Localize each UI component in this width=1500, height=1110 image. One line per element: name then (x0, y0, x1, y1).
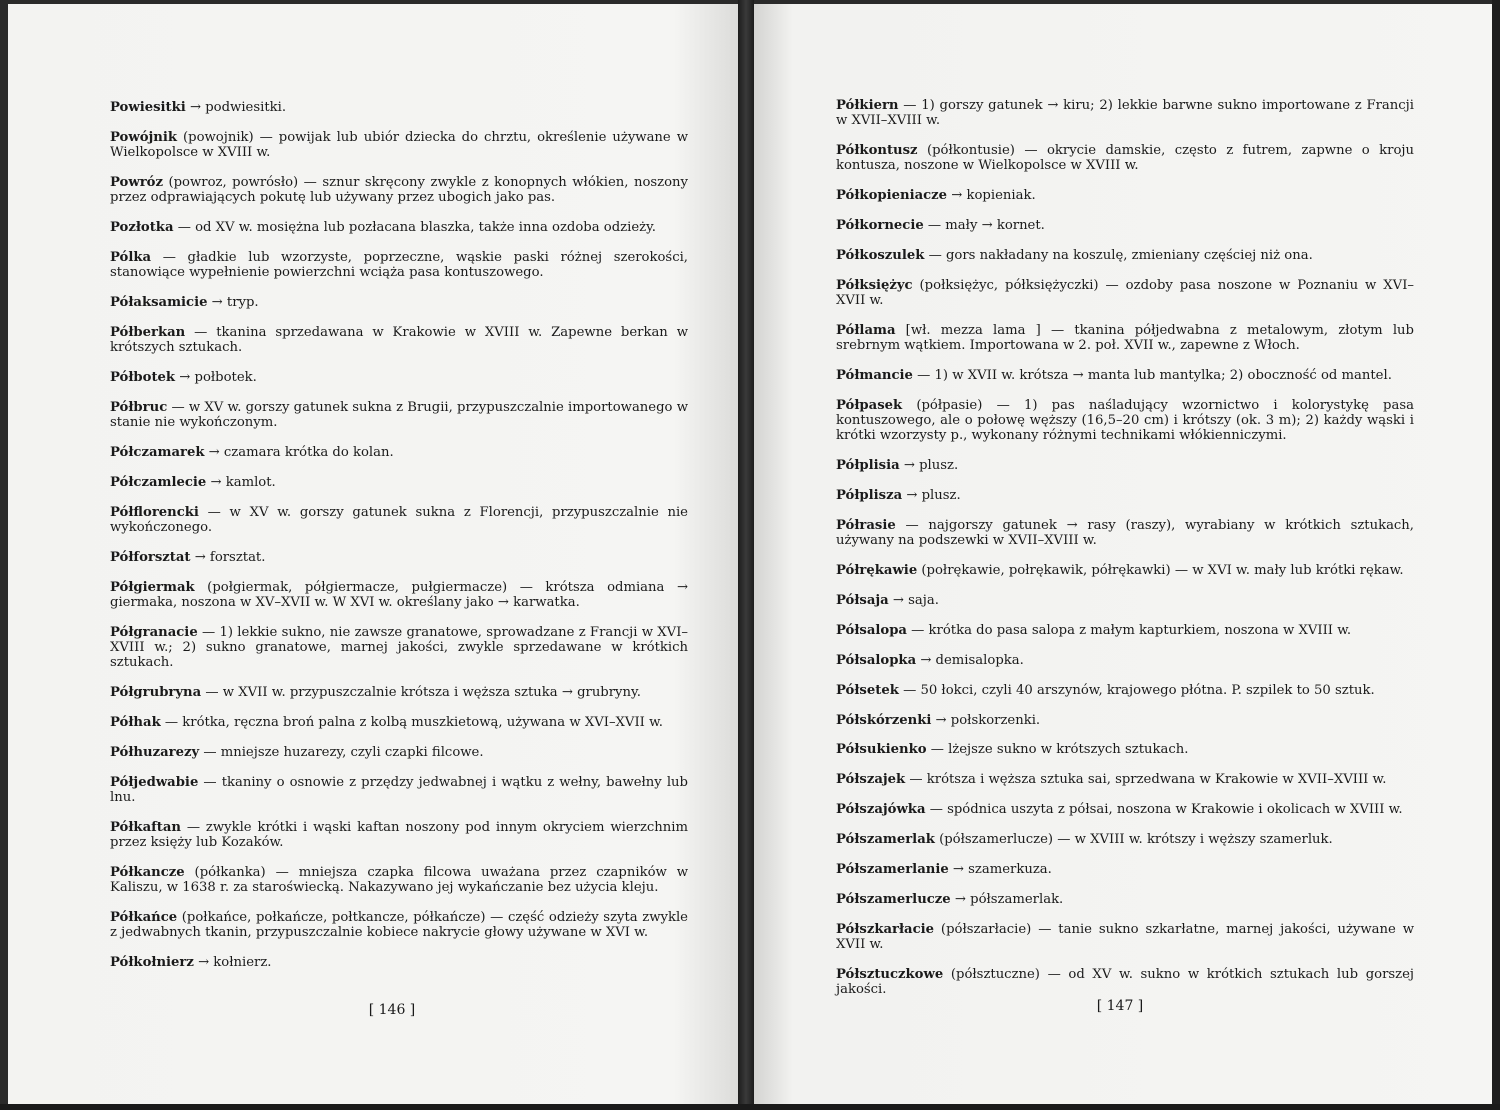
entry-term: Półmancie (836, 368, 913, 384)
entry-term: Półrękawie (836, 563, 918, 579)
dictionary-entry (110, 910, 688, 940)
entry-definition: — 1) lekkie sukno, nie zawsze granatowe, sprowadzane z Francji w XVI–XVIII w.; 2) sukno granatowe, marnej jakości, zwykle sprzedawane w krótkich sztukach. (110, 624, 688, 671)
dictionary-entry (836, 862, 1414, 877)
dictionary-entry (836, 518, 1414, 548)
entry-term: Półszkarłacie (836, 921, 935, 937)
entry-definition: — tkanina sprzedawana w Krakowie w XVIII w. Zapewne berkan w krótszych sztukach. (110, 324, 688, 356)
dictionary-entry (110, 550, 688, 565)
entry-term: Półkańce (110, 910, 178, 926)
dictionary-entry (836, 742, 1414, 757)
entry-definition: — mniejsze huzarezy, czyli czapki filcowe. (199, 744, 484, 760)
entry-definition: (półkanka) — mniejsza czapka filcowa uważana przez czapników w Kaliszu, w 1638 r. za staroświecką. Nakazywano jej wykańczanie bez użycia kleju. (110, 865, 688, 896)
entry-definition: (połksiężyc, półksiężyczki) — ozdoby pasa noszone w Poznaniu w XVI–XVII w. (836, 277, 1414, 309)
entry-definition: — w XVII w. przypuszczalnie krótsza i węższa sztuka → grubryny. (201, 685, 641, 701)
entry-definition: (półszarłacie) — tanie sukno szkarłatne, marnej jakości, używane w XVII w. (836, 921, 1414, 952)
dictionary-entry (110, 625, 688, 671)
dictionary-entry (836, 623, 1414, 638)
dictionary-entry (836, 593, 1414, 608)
entry-term: Półsalopka (836, 652, 917, 668)
entry-term: Półhak (110, 715, 161, 731)
entry-term: Półkaftan (110, 819, 182, 835)
dictionary-entry (836, 188, 1414, 203)
entry-definition: (powojnik) — powijak lub ubiór dziecka do chrztu, określenie używane w Wielkopolsce w XVIII w. (110, 129, 688, 161)
entry-term: Półkiern (836, 98, 899, 113)
dictionary-entry (836, 802, 1414, 817)
entry-term: Pólka (110, 249, 152, 265)
dictionary-entry (836, 218, 1414, 233)
entry-definition: → kamlot. (206, 474, 276, 490)
dictionary-entry (836, 488, 1414, 503)
book-gutter (738, 0, 754, 1110)
entry-definition: — krótsza i węższa sztuka sai, sprzedwana w Krakowie w XVII–XVIII w. (905, 772, 1387, 788)
entry-term: Półplisia (836, 458, 900, 474)
entry-term: Półgranacie (110, 624, 198, 640)
dictionary-entry (110, 370, 688, 385)
entry-definition: → półszamerlak. (950, 891, 1064, 907)
left-page-column (110, 100, 688, 985)
entry-definition: (połgiermak, półgiermacze, pułgiermacze) — krótsza odmiana → giermaka, noszona w XV–XVII w. W XVI w. określany jako → karwatka. (110, 579, 688, 610)
left-page (8, 4, 748, 1104)
entry-term: Powiesitki (110, 100, 186, 115)
entry-definition: (połrękawie, połrękawik, półrękawki) — w XVI w. mały lub krótki rękaw. (917, 563, 1404, 579)
dictionary-entry (110, 220, 688, 235)
entry-term: Półbruc (110, 399, 168, 415)
entry-definition: — gładkie lub wzorzyste, poprzeczne, wąskie paski różnej szerokości, stanowiące wypełnienie powierzchni wciąża pasa kontuszowego. (110, 249, 688, 281)
entry-definition: → podwiesitki. (185, 100, 287, 115)
entry-term: Półkornecie (836, 218, 924, 234)
entry-definition: → czamara krótka do kolan. (204, 445, 394, 461)
entry-term: Półsztuczkowe (836, 966, 944, 982)
dictionary-entry (836, 967, 1414, 997)
entry-term: Półberkan (110, 324, 186, 340)
left-page-number: [ 146 ] (368, 1002, 416, 1018)
dictionary-entry (110, 715, 688, 730)
dictionary-entry (836, 323, 1414, 353)
dictionary-entry (836, 248, 1414, 263)
dictionary-entry (110, 745, 688, 760)
dictionary-entry (110, 505, 688, 535)
dictionary-entry (110, 955, 688, 970)
entry-term: Półsalopa (836, 622, 907, 638)
entry-term: Półrasie (836, 518, 896, 534)
entry-term: Półlama (836, 322, 896, 338)
dictionary-entry (110, 325, 688, 355)
entry-definition: [wł. mezza lama ] — tkanina półjedwabna z metalowym, złotym lub srebrnym wątkiem. Importowana w 2. poł. XVII w., zapewne z Włoch. (836, 322, 1414, 354)
entry-definition: — zwykle krótki i wąski kaftan noszony pod innym okryciem wierzchnim przez księży lub Kozaków. (110, 819, 688, 851)
scan-edge-bottom (0, 1104, 1500, 1110)
entry-definition: — od XV w. mosiężna lub pozłacana blaszka, także inna ozdoba odzieży. (173, 220, 656, 236)
scan-edge-right (1492, 0, 1500, 1110)
entry-definition: (powroz, powrósło) — sznur skręcony zwykle z konopnych włókien, noszony przez odprawiających pokutę lub używany przez ubogich jako pas. (110, 174, 688, 206)
entry-term: Półczamlecie (110, 474, 207, 490)
entry-definition: → kołnierz. (193, 955, 272, 971)
entry-term: Półszamerlucze (836, 891, 951, 907)
entry-definition: — spódnica uszyta z półsai, noszona w Krakowie i okolicach w XVIII w. (925, 802, 1403, 818)
entry-term: Półszamerlanie (836, 862, 949, 878)
entry-term: Półaksamicie (110, 295, 208, 311)
right-page (748, 4, 1492, 1104)
entry-definition: (połkańce, połkańcze, połtkancze, półkańcze) — część odzieży szyta zwykle z jedwabnych tkanin, przypuszczalnie kobiece nakrycie głowy używane w XVI w. (110, 910, 688, 941)
entry-term: Półszamerlak (836, 832, 935, 848)
dictionary-entry (110, 580, 688, 610)
entry-definition: → kopieniak. (947, 188, 1036, 204)
entry-definition: → tryp. (207, 295, 259, 311)
dictionary-entry (110, 100, 688, 115)
entry-definition: → forsztat. (190, 549, 266, 565)
entry-term: Półgiermak (110, 579, 195, 595)
entry-definition: (półkontusie) — okrycie damskie, często z futrem, zapwne o kroju kontusza, noszone w Wielkopolsce w XVIII w. (836, 143, 1414, 174)
right-page-number: [ 147 ] (1096, 998, 1144, 1014)
dictionary-entry (836, 563, 1414, 578)
entry-term: Półkontusz (836, 143, 918, 159)
entry-definition: → plusz. (899, 458, 959, 474)
dictionary-entry (836, 922, 1414, 952)
right-page-column (836, 98, 1414, 1012)
entry-definition: — mały → kornet. (923, 218, 1045, 234)
dictionary-entry (110, 250, 688, 280)
entry-term: Półjedwabie (110, 774, 199, 790)
entry-term: Powójnik (110, 129, 178, 145)
dictionary-entry (110, 475, 688, 490)
dictionary-entry (836, 143, 1414, 173)
entry-definition: — krótka, ręczna broń palna z kolbą muszkietową, używana w XVI–XVII w. (160, 715, 663, 731)
dictionary-entry (110, 295, 688, 310)
entry-term: Półplisza (836, 488, 903, 504)
dictionary-entry (836, 653, 1414, 668)
dictionary-entry (110, 865, 688, 895)
dictionary-entry (836, 713, 1414, 728)
entry-term: Półsukienko (836, 742, 927, 758)
dictionary-entry (836, 278, 1414, 308)
entry-definition: — lżejsze sukno w krótszych sztukach. (926, 742, 1189, 758)
dictionary-entry (110, 175, 688, 205)
entry-definition: (półsztuczne) — od XV w. sukno w krótkich sztukach lub gorszej jakości. (836, 966, 1414, 998)
dictionary-entry (110, 685, 688, 700)
entry-term: Półsaja (836, 593, 889, 608)
dictionary-entry (836, 892, 1414, 907)
dictionary-entry (836, 398, 1414, 444)
dictionary-entry (110, 400, 688, 430)
entry-term: Półszajówka (836, 802, 926, 818)
entry-term: Półkancze (110, 865, 185, 881)
entry-term: Półpasek (836, 397, 903, 413)
entry-definition: — tkaniny o osnowie z przędzy jedwabnej i wątku z wełny, bawełny lub lnu. (110, 774, 688, 806)
entry-definition: → plusz. (902, 488, 961, 504)
entry-definition: — w XV w. gorszy gatunek sukna z Florencji, przypuszczalnie nie wykończonego. (110, 504, 688, 536)
entry-definition: — w XV w. gorszy gatunek sukna z Brugii, przypuszczalnie importowanego w stanie nie wykończonym. (110, 399, 688, 431)
entry-term: Półszajek (836, 772, 906, 788)
entry-term: Półbotek (110, 370, 176, 386)
entry-definition: — 50 łokci, czyli 40 arszynów, krajowego płótna. P. szpilek to 50 sztuk. (898, 682, 1375, 698)
entry-term: Pozłotka (110, 220, 174, 236)
entry-term: Półskórzenki (836, 712, 932, 728)
entry-definition: → połskorzenki. (931, 712, 1041, 728)
dictionary-entry (836, 683, 1414, 698)
entry-definition: — gors nakładany na koszulę, zmieniany częściej niż ona. (924, 247, 1313, 263)
entry-term: Półflorencki (110, 504, 199, 520)
entry-definition: → połbotek. (175, 370, 257, 386)
entry-definition: → szamerkuza. (948, 862, 1052, 878)
entry-definition: — krótka do pasa salopa z małym kapturkiem, noszona w XVIII w. (906, 622, 1352, 638)
dictionary-entry (110, 820, 688, 850)
entry-term: Półforsztat (110, 549, 191, 565)
entry-definition: (półpasie) — 1) pas naśladujący wzornictwo i kolorystykę pasa kontuszowego, ale o połowę węższy (16,5–20 cm) i krótszy (ok. 3 m); 2) każdy wąski i krótki wzorzysty p., wykonany różnymi technikami włókienniczymi. (836, 397, 1414, 444)
dictionary-entry (110, 775, 688, 805)
entry-term: Półkopieniacze (836, 188, 948, 204)
entry-term: Półsetek (836, 682, 899, 698)
entry-term: Półgrubryna (110, 685, 202, 701)
dictionary-entry (836, 772, 1414, 787)
entry-term: Półkołnierz (110, 955, 194, 971)
dictionary-entry (836, 368, 1414, 383)
entry-definition: — 1) w XVII w. krótsza → manta lub mantylka; 2) oboczność od mantel. (912, 368, 1392, 384)
entry-definition: → saja. (888, 593, 939, 608)
entry-term: Półksiężyc (836, 277, 913, 293)
entry-definition: → demisalopka. (916, 652, 1024, 668)
entry-term: Półkoszulek (836, 247, 925, 263)
dictionary-entry (110, 130, 688, 160)
entry-term: Półhuzarezy (110, 744, 200, 760)
dictionary-entry (836, 832, 1414, 847)
dictionary-entry (836, 98, 1414, 128)
dictionary-entry (836, 458, 1414, 473)
entry-definition: (półszamerlucze) — w XVIII w. krótszy i węższy szamerluk. (934, 832, 1333, 848)
entry-term: Półczamarek (110, 445, 205, 461)
entry-term: Powróz (110, 174, 163, 190)
entry-definition: — 1) gorszy gatunek → kiru; 2) lekkie barwne sukno importowane z Francji w XVII–XVIII w. (836, 98, 1414, 129)
entry-definition: — najgorszy gatunek → rasy (raszy), wyrabiany w krótkich sztukach, używany na podszewki w XVII–XVIII w. (836, 518, 1414, 549)
dictionary-entry (110, 445, 688, 460)
